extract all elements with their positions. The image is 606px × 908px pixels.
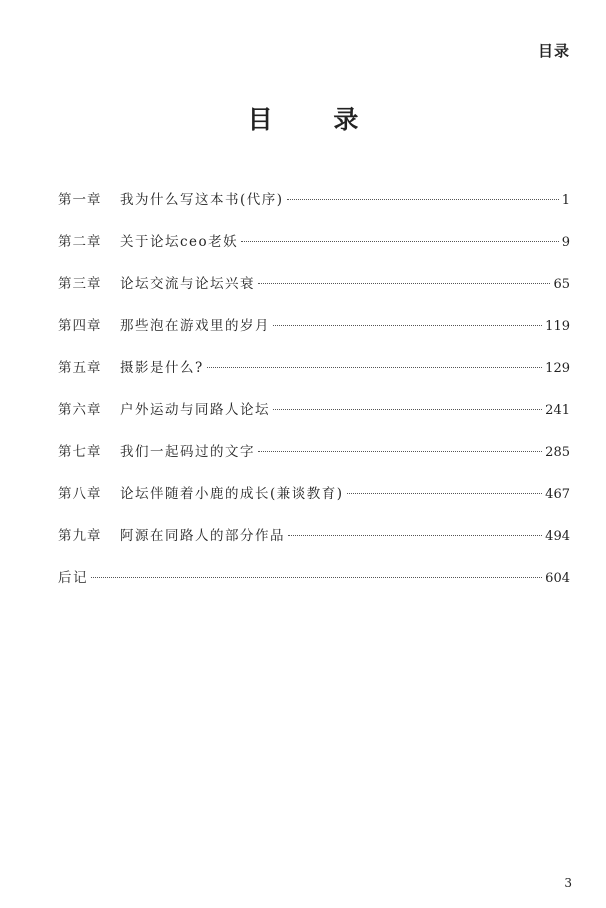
running-header: 目录 xyxy=(537,42,570,60)
chapter-title: 阿源在同路人的部分作品 xyxy=(120,528,285,544)
page-reference: 119 xyxy=(545,319,570,334)
page-reference: 129 xyxy=(545,361,570,376)
page-reference: 285 xyxy=(545,445,570,460)
chapter-number: 第七章 xyxy=(58,444,102,460)
toc-entry-chapter-9[interactable] xyxy=(58,521,570,563)
page-reference: 467 xyxy=(545,487,570,502)
chapter-number: 第四章 xyxy=(58,318,102,334)
page-number: 3 xyxy=(564,876,572,890)
toc-entry-chapter-2[interactable] xyxy=(58,227,570,269)
page-reference: 604 xyxy=(545,571,570,586)
toc-entry-chapter-5[interactable] xyxy=(58,353,570,395)
toc-entry-chapter-6[interactable] xyxy=(58,395,570,437)
chapter-number: 第五章 xyxy=(58,360,102,376)
chapter-number: 第六章 xyxy=(58,402,102,418)
dot-leader xyxy=(273,409,542,410)
chapter-title: 那些泡在游戏里的岁月 xyxy=(120,318,270,334)
dot-leader xyxy=(347,493,543,494)
page-reference: 9 xyxy=(561,235,570,250)
chapter-title: 关于论坛ceo老妖 xyxy=(120,234,239,250)
chapter-title: 我为什么写这本书(代序) xyxy=(120,192,284,208)
toc-entry-chapter-3[interactable] xyxy=(58,269,570,311)
dot-leader xyxy=(288,535,542,536)
chapter-number: 第九章 xyxy=(58,528,102,544)
chapter-number: 第三章 xyxy=(58,276,102,292)
page-reference: 1 xyxy=(561,193,570,208)
toc-entry-chapter-7[interactable] xyxy=(58,437,570,479)
page-reference: 494 xyxy=(545,529,570,544)
dot-leader xyxy=(241,241,559,242)
chapter-title: 户外运动与同路人论坛 xyxy=(120,402,270,418)
chapter-title: 我们一起码过的文字 xyxy=(120,444,255,460)
chapter-number: 第八章 xyxy=(58,486,102,502)
page-reference: 65 xyxy=(553,277,570,292)
toc-entry-chapter-8[interactable] xyxy=(58,479,570,521)
table-of-contents xyxy=(58,185,570,605)
afterword-title: 后记 xyxy=(58,570,88,586)
dot-leader xyxy=(287,199,559,200)
chapter-number: 第二章 xyxy=(58,234,102,250)
chapter-number: 第一章 xyxy=(58,192,102,208)
chapter-title: 论坛伴随着小鹿的成长(兼谈教育) xyxy=(120,486,344,502)
dot-leader xyxy=(91,577,542,578)
dot-leader xyxy=(207,367,542,368)
dot-leader xyxy=(258,283,550,284)
dot-leader xyxy=(258,451,542,452)
chapter-title: 论坛交流与论坛兴衰 xyxy=(120,276,255,292)
toc-entry-chapter-4[interactable] xyxy=(58,311,570,353)
toc-entry-chapter-1[interactable] xyxy=(58,185,570,227)
toc-title: 目 录 xyxy=(247,105,385,134)
page-reference: 241 xyxy=(545,403,570,418)
toc-entry-afterword[interactable] xyxy=(58,563,570,605)
chapter-title: 摄影是什么? xyxy=(120,360,204,376)
dot-leader xyxy=(273,325,542,326)
